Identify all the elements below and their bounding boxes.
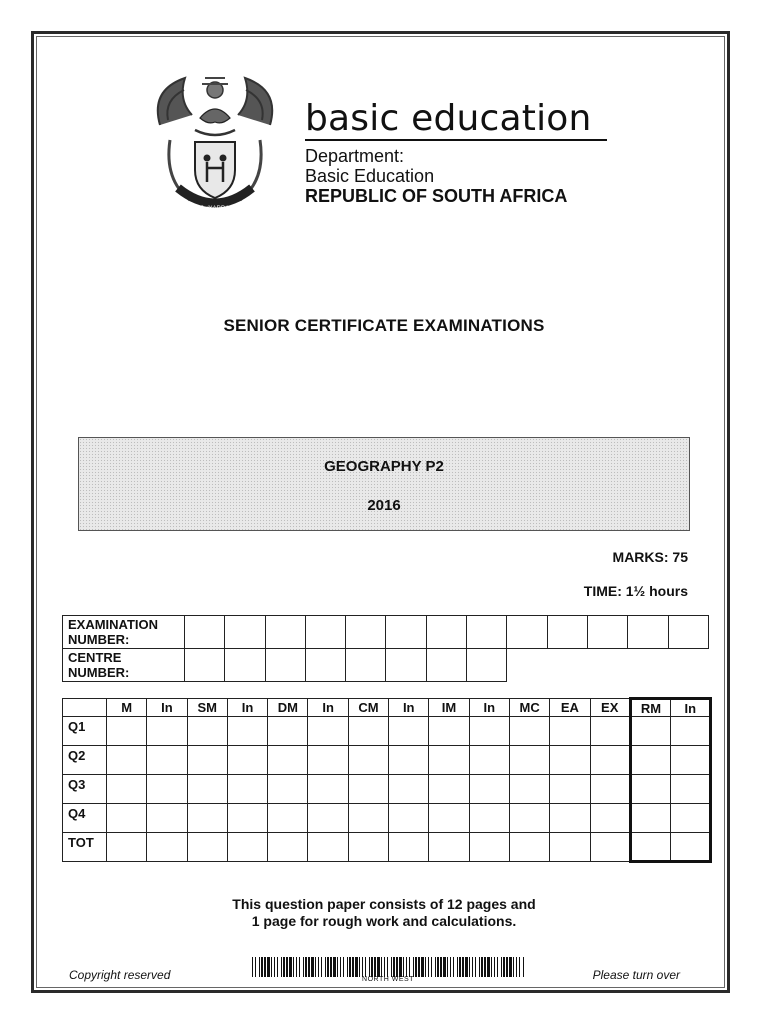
barcode-bar (362, 957, 363, 977)
score-cell[interactable] (590, 804, 630, 833)
score-cell[interactable] (550, 833, 590, 862)
score-cell[interactable] (268, 775, 308, 804)
barcode-bar (484, 957, 486, 977)
barcode-bar (447, 957, 448, 977)
score-cell[interactable] (630, 746, 670, 775)
barcode-bar (315, 957, 316, 977)
centre-number-box[interactable] (225, 649, 265, 682)
barcode-bar (472, 957, 473, 977)
centre-number-label: CENTRE NUMBER: (63, 649, 185, 682)
barcode-bar (305, 957, 307, 977)
score-cell[interactable] (107, 833, 147, 862)
page-count-note-line1: This question paper consists of 12 pages and (232, 896, 536, 912)
barcode-bar (286, 957, 288, 977)
barcode-bar (274, 957, 275, 977)
score-cell[interactable] (590, 833, 630, 862)
copyright-text: Copyright reserved (69, 968, 171, 982)
score-row (63, 804, 711, 833)
brand-rule (305, 139, 607, 141)
score-cell[interactable] (550, 804, 590, 833)
barcode-bar (462, 957, 464, 977)
score-header-row (63, 699, 711, 717)
barcode-bar (443, 957, 446, 977)
subject-box (78, 437, 690, 531)
score-cell[interactable] (227, 746, 267, 775)
barcode-bar (299, 957, 300, 977)
barcode-bar (479, 957, 480, 977)
barcode-bar (418, 957, 420, 977)
exam-number-box[interactable] (467, 616, 507, 649)
barcode-bar (384, 957, 385, 977)
barcode-bar (421, 957, 424, 977)
score-cell[interactable] (348, 804, 388, 833)
barcode-bar (503, 957, 505, 977)
identification-table (62, 615, 709, 682)
score-cell[interactable] (590, 775, 630, 804)
marks-text: MARKS: 75 (612, 549, 688, 565)
barcode-bar (435, 957, 436, 977)
barcode-bar (321, 957, 322, 977)
score-cell[interactable] (187, 717, 227, 746)
barcode-bar (283, 957, 285, 977)
exam-number-box[interactable] (265, 616, 305, 649)
row-label: Q2 (63, 746, 107, 775)
score-cell[interactable] (348, 717, 388, 746)
score-grid (62, 697, 712, 863)
empty-space (628, 649, 668, 682)
column-header: In (389, 699, 429, 717)
barcode-bar (387, 957, 388, 977)
empty-space (668, 649, 708, 682)
score-cell[interactable] (671, 775, 711, 804)
barcode-bar (264, 957, 266, 977)
score-cell[interactable] (107, 804, 147, 833)
barcode-bar (359, 957, 360, 977)
score-cell[interactable] (509, 833, 549, 862)
score-cell[interactable] (308, 833, 348, 862)
score-cell[interactable] (550, 775, 590, 804)
barcode-bar (391, 957, 392, 977)
score-cell[interactable] (590, 746, 630, 775)
column-header: In (671, 699, 711, 717)
score-cell[interactable] (550, 717, 590, 746)
time-text: TIME: 1½ hours (583, 583, 688, 599)
score-cell[interactable] (590, 717, 630, 746)
row-label: Q3 (63, 775, 107, 804)
exam-number-box[interactable] (346, 616, 386, 649)
score-cell[interactable] (348, 775, 388, 804)
column-header: In (227, 699, 267, 717)
barcode-bar (371, 957, 373, 977)
barcode-bar (431, 957, 432, 977)
score-cell[interactable] (509, 775, 549, 804)
barcode-bar (261, 957, 263, 977)
crest-motto: !KE E: /XARRA //KE (188, 206, 242, 212)
score-cell[interactable] (227, 717, 267, 746)
row-label: TOT (63, 833, 107, 862)
centre-number-box[interactable] (426, 649, 466, 682)
score-cell[interactable] (630, 804, 670, 833)
barcode-bar (513, 957, 514, 977)
score-cell[interactable] (187, 833, 227, 862)
score-cell[interactable] (429, 717, 469, 746)
barcode-bar (347, 957, 348, 977)
exam-number-box[interactable] (587, 616, 627, 649)
score-cell[interactable] (268, 717, 308, 746)
score-cell[interactable] (389, 717, 429, 746)
barcode-bar (487, 957, 490, 977)
barcode-bar (289, 957, 292, 977)
exam-number-box[interactable] (547, 616, 587, 649)
empty-space (547, 649, 587, 682)
centre-number-box[interactable] (467, 649, 507, 682)
department-name: Basic Education (305, 166, 435, 186)
row-label: Q1 (63, 717, 107, 746)
centre-number-box[interactable] (386, 649, 426, 682)
score-cell[interactable] (630, 717, 670, 746)
score-cell[interactable] (187, 746, 227, 775)
barcode-bar (377, 957, 380, 977)
score-cell[interactable] (630, 775, 670, 804)
barcode-bar (303, 957, 304, 977)
barcode-bar (333, 957, 336, 977)
barcode-bar (516, 957, 517, 977)
centre-number-box[interactable] (305, 649, 345, 682)
exam-number-box[interactable] (386, 616, 426, 649)
score-cell[interactable] (348, 746, 388, 775)
centre-number-box[interactable] (265, 649, 305, 682)
score-cell[interactable] (671, 833, 711, 862)
examination-number-label: EXAMINATION NUMBER: (63, 616, 185, 649)
barcode-bar (497, 957, 498, 977)
barcode-bar (293, 957, 294, 977)
exam-heading: SENIOR CERTIFICATE EXAMINATIONS (223, 316, 545, 335)
score-cell[interactable] (107, 717, 147, 746)
barcode-bar (281, 957, 282, 977)
barcode-bar (457, 957, 458, 977)
score-cell[interactable] (550, 746, 590, 775)
barcode (252, 957, 524, 977)
score-cell[interactable] (268, 833, 308, 862)
score-cell[interactable] (509, 804, 549, 833)
score-cell[interactable] (107, 746, 147, 775)
centre-number-row (63, 649, 709, 682)
exam-number-box[interactable] (426, 616, 466, 649)
column-header: In (308, 699, 348, 717)
score-cell[interactable] (469, 833, 509, 862)
row-label: Q4 (63, 804, 107, 833)
score-cell[interactable] (429, 746, 469, 775)
score-cell[interactable] (509, 717, 549, 746)
score-cell[interactable] (348, 833, 388, 862)
barcode-bar (409, 957, 410, 977)
barcode-bar (459, 957, 461, 977)
barcode-bar (255, 957, 256, 977)
column-header: CM (348, 699, 388, 717)
barcode-bar (428, 957, 429, 977)
barcode-bar (453, 957, 454, 977)
barcode-bar (267, 957, 270, 977)
score-cell[interactable] (187, 775, 227, 804)
barcode-bar (374, 957, 376, 977)
barcode-bar (396, 957, 398, 977)
turn-over-text: Please turn over (592, 968, 680, 982)
centre-number-box[interactable] (346, 649, 386, 682)
empty-space (587, 649, 627, 682)
barcode-bar (523, 957, 524, 977)
department-label: Department: (305, 146, 405, 166)
score-cell[interactable] (469, 804, 509, 833)
exam-number-box[interactable] (305, 616, 345, 649)
barcode-bar (381, 957, 382, 977)
column-header: EX (590, 699, 630, 717)
barcode-bar (369, 957, 370, 977)
barcode-bar (399, 957, 402, 977)
score-cell[interactable] (671, 746, 711, 775)
column-header: MC (509, 699, 549, 717)
barcode-bar (440, 957, 442, 977)
exam-number-box[interactable] (507, 616, 547, 649)
score-cell[interactable] (671, 717, 711, 746)
score-cell[interactable] (389, 746, 429, 775)
page-count-note-line2: 1 page for rough work and calculations. (251, 913, 517, 929)
barcode-bar (252, 957, 253, 977)
barcode-bar (437, 957, 439, 977)
barcode-bar (475, 957, 476, 977)
score-cell[interactable] (147, 833, 187, 862)
score-cell[interactable] (147, 804, 187, 833)
score-cell[interactable] (227, 833, 267, 862)
score-row (63, 833, 711, 862)
score-cell[interactable] (268, 804, 308, 833)
barcode-bar (501, 957, 502, 977)
barcode-bar (352, 957, 354, 977)
score-cell[interactable] (671, 804, 711, 833)
barcode-bar (491, 957, 492, 977)
barcode-bar (349, 957, 351, 977)
column-header: IM (429, 699, 469, 717)
barcode-caption: NORTH WEST (362, 976, 414, 983)
exam-number-box[interactable] (185, 616, 225, 649)
score-row (63, 746, 711, 775)
score-cell[interactable] (227, 775, 267, 804)
score-cell[interactable] (187, 804, 227, 833)
score-cell[interactable] (389, 775, 429, 804)
score-cell[interactable] (469, 717, 509, 746)
barcode-bar (330, 957, 332, 977)
score-cell[interactable] (630, 833, 670, 862)
barcode-bar (469, 957, 470, 977)
centre-number-box[interactable] (185, 649, 225, 682)
score-cell[interactable] (429, 833, 469, 862)
barcode-bar (311, 957, 314, 977)
country-name: REPUBLIC OF SOUTH AFRICA (305, 186, 568, 206)
barcode-bar (425, 957, 426, 977)
score-cell[interactable] (308, 717, 348, 746)
empty-space (507, 649, 547, 682)
barcode-bar (450, 957, 451, 977)
barcode-bar (365, 957, 366, 977)
barcode-bar (259, 957, 260, 977)
score-cell[interactable] (227, 804, 267, 833)
barcode-bar (340, 957, 341, 977)
barcode-bar (415, 957, 417, 977)
score-cell[interactable] (308, 775, 348, 804)
column-header: RM (630, 699, 670, 717)
barcode-bar (393, 957, 395, 977)
brand-title: basic education (305, 98, 592, 139)
barcode-bar (355, 957, 358, 977)
score-cell[interactable] (509, 746, 549, 775)
barcode-bar (506, 957, 508, 977)
barcode-bar (403, 957, 404, 977)
barcode-bar (337, 957, 338, 977)
barcode-bar (481, 957, 483, 977)
score-row (63, 775, 711, 804)
barcode-bar (271, 957, 272, 977)
subject-name: GEOGRAPHY P2 (324, 458, 444, 475)
score-cell[interactable] (389, 833, 429, 862)
barcode-bar (494, 957, 495, 977)
score-cell[interactable] (429, 804, 469, 833)
subject-year: 2016 (367, 497, 401, 514)
column-header: EA (550, 699, 590, 717)
exam-number-box[interactable] (628, 616, 668, 649)
score-cell[interactable] (469, 775, 509, 804)
barcode-bar (325, 957, 326, 977)
score-cell[interactable] (429, 775, 469, 804)
barcode-bar (327, 957, 329, 977)
barcode-bar (509, 957, 512, 977)
barcode-bar (465, 957, 468, 977)
score-cell[interactable] (308, 804, 348, 833)
examination-number-row (63, 616, 709, 649)
score-cell[interactable] (469, 746, 509, 775)
score-cell[interactable] (308, 746, 348, 775)
barcode-bar (406, 957, 407, 977)
score-cell[interactable] (147, 717, 187, 746)
barcode-bar (519, 957, 520, 977)
corner-cell (63, 699, 107, 717)
coat-of-arms-icon (150, 70, 280, 220)
exam-number-box[interactable] (668, 616, 708, 649)
column-header: M (107, 699, 147, 717)
score-cell[interactable] (268, 746, 308, 775)
column-header: In (469, 699, 509, 717)
score-cell[interactable] (389, 804, 429, 833)
barcode-bar (413, 957, 414, 977)
exam-number-box[interactable] (225, 616, 265, 649)
barcode-bar (277, 957, 278, 977)
score-cell[interactable] (147, 775, 187, 804)
barcode-bar (296, 957, 297, 977)
barcode-bar (318, 957, 319, 977)
column-header: In (147, 699, 187, 717)
score-cell[interactable] (107, 775, 147, 804)
column-header: DM (268, 699, 308, 717)
score-row (63, 717, 711, 746)
barcode-bar (343, 957, 344, 977)
column-header: SM (187, 699, 227, 717)
score-cell[interactable] (147, 746, 187, 775)
barcode-bar (308, 957, 310, 977)
